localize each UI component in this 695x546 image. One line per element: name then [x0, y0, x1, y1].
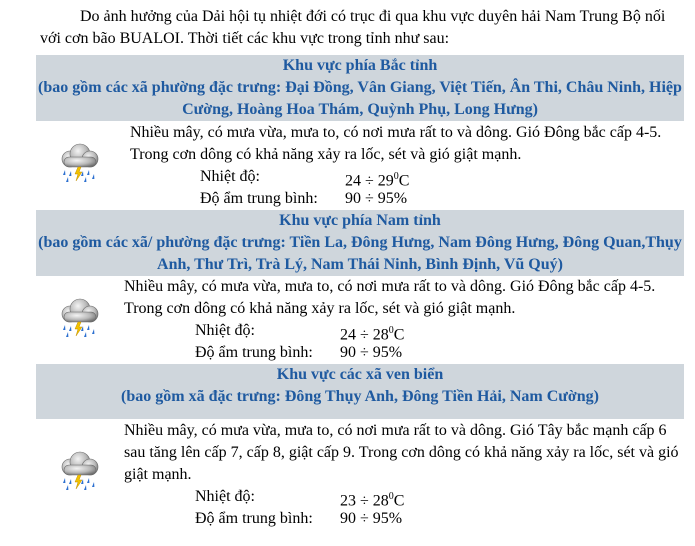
region-south-header: [36, 210, 684, 276]
region-south-title: Khu vực phía Nam tỉnh: [279, 212, 441, 229]
region-north-temp-label: Nhiệt độ:: [200, 168, 260, 185]
region-south-temp-label: Nhiệt độ:: [195, 322, 255, 339]
region-south-temp-value: $24 \div 28^0C$: [340, 325, 405, 344]
region-coastal-title: Khu vực các xã ven biển: [276, 366, 444, 383]
rain-thunder-cloud-icon: [56, 142, 102, 184]
region-north-humidity-value: 90 ÷ 95%: [345, 190, 408, 207]
region-south-subtitle: (bao gồm các xã/ phường đặc trưng: Tiền La, Đông Hưng, Nam Đông Hưng, Đông Quan,Thụy Anh, Thư Trì, Trà Lý, Nam Thái Ninh, Bình Định, Vũ Quý): [38, 234, 682, 273]
region-coastal-humidity-value: 90 ÷ 95%: [340, 510, 403, 527]
region-north-temp-value: $24 \div 29^0C$: [345, 171, 410, 190]
region-coastal-humidity-label: Độ ẩm trung bình:: [195, 510, 313, 527]
intro-paragraph: Do ảnh hưởng của Dải hội tụ nhiệt đới có trục đi qua khu vực duyên hải Nam Trung Bộ nối với cơn bão BUALOI. Thời tiết các khu vực trong tỉnh như sau:: [40, 8, 666, 47]
rain-thunder-cloud-icon: [56, 297, 102, 339]
region-north-description: Nhiều mây, có mưa vừa, mưa to, có nơi mưa rất to và dông. Gió Đông bắc cấp 4-5. Trong cơn dông có khả năng xảy ra lốc, sét và gió giật mạnh.: [130, 124, 662, 163]
region-coastal-temp-label: Nhiệt độ:: [195, 488, 255, 505]
region-north-title: Khu vực phía Bắc tỉnh: [282, 57, 438, 74]
region-coastal-temp-value: $23 \div 28^0C$: [340, 491, 405, 510]
region-coastal-description: Nhiều mây, có mưa vừa, mưa to, có nơi mưa rất to và dông. Gió Tây bắc mạnh cấp 6 sau tăng lên cấp 7, cấp 8, giật cấp 9. Trong cơn dông có khả năng xảy ra lốc, sét và gió giật mạnh.: [124, 422, 679, 483]
region-north-header: [36, 55, 684, 121]
region-north-humidity-label: Độ ẩm trung bình:: [200, 190, 318, 207]
region-north-subtitle: (bao gồm các xã phường đặc trưng: Đại Đồng, Vân Giang, Việt Tiến, Ân Thi, Châu Ninh, Hiệp Cường, Hoàng Hoa Thám, Quỳnh Phụ, Long Hưng): [38, 79, 682, 118]
region-south-description: Nhiều mây, có mưa vừa, mưa to, có nơi mưa rất to và dông. Gió Đông bắc cấp 4-5. Trong cơn dông có khả năng xảy ra lốc, sét và gió giật mạnh.: [124, 278, 656, 317]
region-coastal-subtitle: (bao gồm xã đặc trưng: Đông Thụy Anh, Đông Tiền Hải, Nam Cường): [121, 388, 599, 405]
region-south-humidity-value: 90 ÷ 95%: [340, 344, 403, 361]
region-south-humidity-label: Độ ẩm trung bình:: [195, 344, 313, 361]
rain-thunder-cloud-icon: [56, 450, 102, 492]
region-coastal-header: [36, 364, 684, 419]
